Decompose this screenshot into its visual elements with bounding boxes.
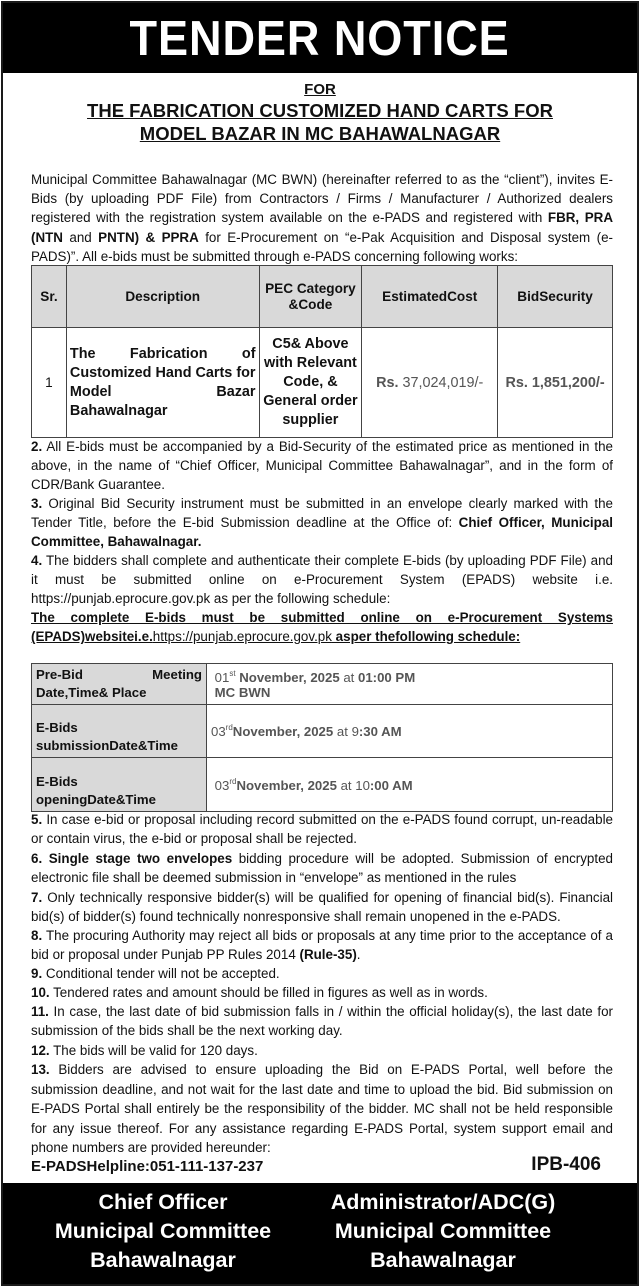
clause-text: Original Bid Security instrument must be submitted in an envelope clearly marked with the Tender Title, before the E-bid Submission deadline at the Office of: bbox=[31, 496, 613, 531]
at: at bbox=[333, 724, 352, 739]
signatory-footer bbox=[3, 1183, 637, 1284]
clause-number: 12. bbox=[31, 1043, 50, 1058]
emphasis-text: asper thefollowing schedule: bbox=[331, 629, 521, 645]
cell-estimated-cost bbox=[362, 328, 498, 438]
reference-number: IPB-406 bbox=[531, 1154, 601, 1175]
header-estimated-cost: EstimatedCost bbox=[362, 266, 498, 328]
signatory-office: Municipal Committee bbox=[54, 1219, 272, 1243]
clause-text: . bbox=[356, 947, 361, 963]
intro-bold: PNTN) & PPRA bbox=[98, 229, 199, 245]
signatory-title: Administrator/ADC(G) bbox=[330, 1190, 556, 1214]
label-part: Pre-Bid bbox=[36, 667, 83, 682]
clause-8 bbox=[31, 926, 613, 964]
clause-text: The procuring Authority may reject all bids or proposals at any time prior to the acceptance of a bid or proposal under Punjab PP Rules 2014 bbox=[31, 928, 613, 963]
label-part: E-Bids bbox=[36, 720, 78, 735]
day: 01 bbox=[214, 669, 230, 685]
schedule-value bbox=[207, 758, 613, 812]
schedule-value bbox=[207, 664, 613, 705]
title-banner bbox=[3, 3, 637, 73]
clause-text: The bids will be valid for 120 days. bbox=[49, 1043, 258, 1058]
place: MC BWN bbox=[214, 684, 271, 700]
clause-text: Tendered rates and amount should be filled in figures as well as in words. bbox=[49, 985, 488, 1000]
date: November, 2025 bbox=[235, 669, 340, 685]
schedule-label bbox=[32, 664, 207, 705]
label-part: submissionDate&Time bbox=[36, 738, 178, 753]
schedule-value bbox=[207, 705, 613, 758]
clause-number: 7. bbox=[31, 890, 43, 905]
day-suffix: rd bbox=[229, 776, 237, 786]
day-suffix: rd bbox=[225, 723, 233, 732]
day: 03 bbox=[211, 724, 226, 739]
heading-line-2: MODEL BAZAR IN MC BAHAWALNAGAR bbox=[139, 123, 501, 144]
heading-line-1: THE FABRICATION CUSTOMIZED HAND CARTS FOR bbox=[87, 100, 553, 121]
clause-6 bbox=[31, 849, 613, 887]
schedule-table bbox=[31, 663, 613, 812]
heading-for: FOR bbox=[304, 81, 336, 98]
clause-bold: Chief Officer, Municipal Committee, Bahawalnagar. bbox=[31, 515, 613, 550]
label-part: openingDate&Time bbox=[36, 792, 156, 807]
clause-number: 2. bbox=[31, 439, 43, 454]
schedule-label bbox=[32, 705, 207, 758]
time: 01:00 PM bbox=[358, 669, 416, 685]
intro-text: and bbox=[62, 229, 99, 245]
intro-text: for E-Procurement on “e-Pak Acquisition and Disposal system (e-PADS)”. All e-bids must be submitted through e-PADS concerning following works: bbox=[31, 229, 613, 264]
label-part: E-Bids bbox=[36, 774, 78, 789]
clause-text: In case e-bid or proposal including record submitted on the e-PADS found corrupt, un-readable or contain virus, the e-bid or proposal shall be rejected. bbox=[31, 812, 613, 847]
emphasis-text: The complete E-bids must be submitted online on e-Procurement Systems (EPADS)websitei.e. bbox=[31, 610, 613, 645]
clause-13 bbox=[31, 1060, 613, 1158]
time: :30 AM bbox=[358, 724, 402, 739]
clause-bold: (Rule-35) bbox=[299, 947, 357, 963]
signatory-office: Municipal Committee bbox=[334, 1219, 552, 1243]
clause-text: Bidders are advised to ensure uploading the Bid on E-PADS Portal, well before the submission deadline, and not wait for the last date and time to upload the bid. Bid submission on E-PADS Portal shall entirely be the responsibility of the bidder. MC shall not be held responsible for any issue thereof. For any assistance regarding E-PADS Portal, system support email and phone numbers are provided hereunder: bbox=[31, 1062, 613, 1156]
intro-paragraph bbox=[31, 170, 613, 266]
clause-text: The bidders shall complete and authenticate their complete E-bids (by uploading PDF File) and it must be submitted online on e-Procurement System (EPADS) website i.e. https://punjab.eprocure.gov.pk as per the following schedule: bbox=[31, 553, 613, 607]
clause-text: In case, the last date of bid submission falls in / within the official holiday(s), the last date for submission of the bids shall be the next working day. bbox=[31, 1004, 613, 1039]
epads-link[interactable]: https://punjab.eprocure.gov.pk bbox=[152, 629, 332, 645]
clause-12 bbox=[31, 1041, 613, 1060]
header-pec-category: PEC Category &Code bbox=[259, 266, 362, 328]
cell-description: The Fabrication of Customized Hand Carts for Model Bazar Bahawalnagar bbox=[66, 328, 259, 438]
at: at bbox=[339, 669, 359, 685]
time-hour: 9 bbox=[351, 724, 359, 739]
clause-number: 11. bbox=[31, 1004, 49, 1019]
works-table bbox=[31, 265, 613, 438]
cell-sr: 1 bbox=[32, 328, 67, 438]
table-header-row bbox=[32, 266, 613, 328]
clause-2 bbox=[31, 437, 613, 495]
header-sr: Sr. bbox=[32, 266, 67, 328]
day: 03 bbox=[214, 777, 230, 793]
clause-4-emphasis bbox=[31, 608, 613, 646]
label-part: Date,Time& Place bbox=[36, 685, 147, 700]
clause-5 bbox=[31, 810, 613, 848]
clause-number: 9. bbox=[31, 966, 43, 981]
date: November, 2025 bbox=[236, 777, 337, 793]
clause-number: 6. bbox=[31, 851, 43, 866]
clause-3 bbox=[31, 494, 613, 552]
intro-bold: FBR, PRA (NTN bbox=[31, 210, 613, 245]
label-part: Meeting bbox=[152, 667, 202, 682]
clause-number: 3. bbox=[31, 496, 43, 511]
cell-pec-category: C5& Above with Relevant Code, & General order supplier bbox=[259, 328, 362, 438]
clause-4 bbox=[31, 551, 613, 609]
time-hour: 10 bbox=[355, 777, 370, 793]
signatory-administrator bbox=[313, 1188, 573, 1275]
schedule-row-pre-bid bbox=[32, 664, 613, 705]
tender-notice-document bbox=[1, 1, 639, 1286]
clause-9 bbox=[31, 964, 613, 983]
header-bid-security: BidSecurity bbox=[498, 266, 613, 328]
schedule-row-opening bbox=[32, 758, 613, 812]
cell-bid-security: Rs. 1,851,200/- bbox=[498, 328, 613, 438]
signatory-location: Bahawalnagar bbox=[370, 1248, 516, 1272]
clause-7 bbox=[31, 888, 613, 926]
clause-bold: Single stage two envelopes bbox=[42, 851, 233, 866]
header-description: Description bbox=[66, 266, 259, 328]
clause-text: Conditional tender will not be accepted. bbox=[42, 966, 280, 981]
epads-helpline: E-PADSHelpline:051-111-137-237 bbox=[31, 1158, 264, 1175]
at: at bbox=[336, 777, 356, 793]
clause-10 bbox=[31, 983, 613, 1002]
clause-number: 13. bbox=[31, 1062, 50, 1077]
schedule-label bbox=[32, 758, 207, 812]
date: November, 2025 bbox=[232, 724, 334, 739]
clause-text: bidding procedure will be adopted. Submission of encrypted electronic file shall be deemed submission in “envelope” as mentioned in the rules bbox=[31, 851, 613, 886]
signatory-chief-officer bbox=[43, 1188, 283, 1275]
signatory-location: Bahawalnagar bbox=[90, 1248, 236, 1272]
table-row bbox=[32, 328, 613, 438]
time: :00 AM bbox=[369, 777, 413, 793]
clause-number: 5. bbox=[31, 812, 43, 827]
clause-text: Only technically responsive bidder(s) will be qualified for opening of financial bid(s). Financial bid(s) of bidder(s) found technically nonresponsive shall remain unopened in the e-PADS. bbox=[31, 890, 613, 925]
clause-number: 4. bbox=[31, 553, 43, 568]
day-suffix: st bbox=[229, 668, 236, 678]
schedule-row-submission bbox=[32, 705, 613, 758]
clause-11 bbox=[31, 1002, 613, 1040]
cost-value: 37,024,019/- bbox=[402, 374, 484, 391]
clause-number: 10. bbox=[31, 985, 50, 1000]
document-title: TENDER NOTICE bbox=[129, 12, 511, 66]
clause-text: All E-bids must be accompanied by a Bid-Security of the estimated price as mentioned in the above, in the name of “Chief Officer, Municipal Committee Bahawalnagar”, and in the form of CDR/Bank Guarantee. bbox=[31, 439, 613, 493]
cost-prefix: Rs. bbox=[376, 374, 403, 391]
intro-text: Municipal Committee Bahawalnagar (MC BWN) (hereinafter referred to as the “client”), invites E-Bids (by uploading PDF File) from Contractors / Firms / Manufacturer / Authorized dealers registered with the registration system available on the e-PADS and registered with bbox=[31, 172, 613, 226]
clause-number: 8. bbox=[31, 928, 43, 943]
signatory-title: Chief Officer bbox=[98, 1190, 228, 1214]
